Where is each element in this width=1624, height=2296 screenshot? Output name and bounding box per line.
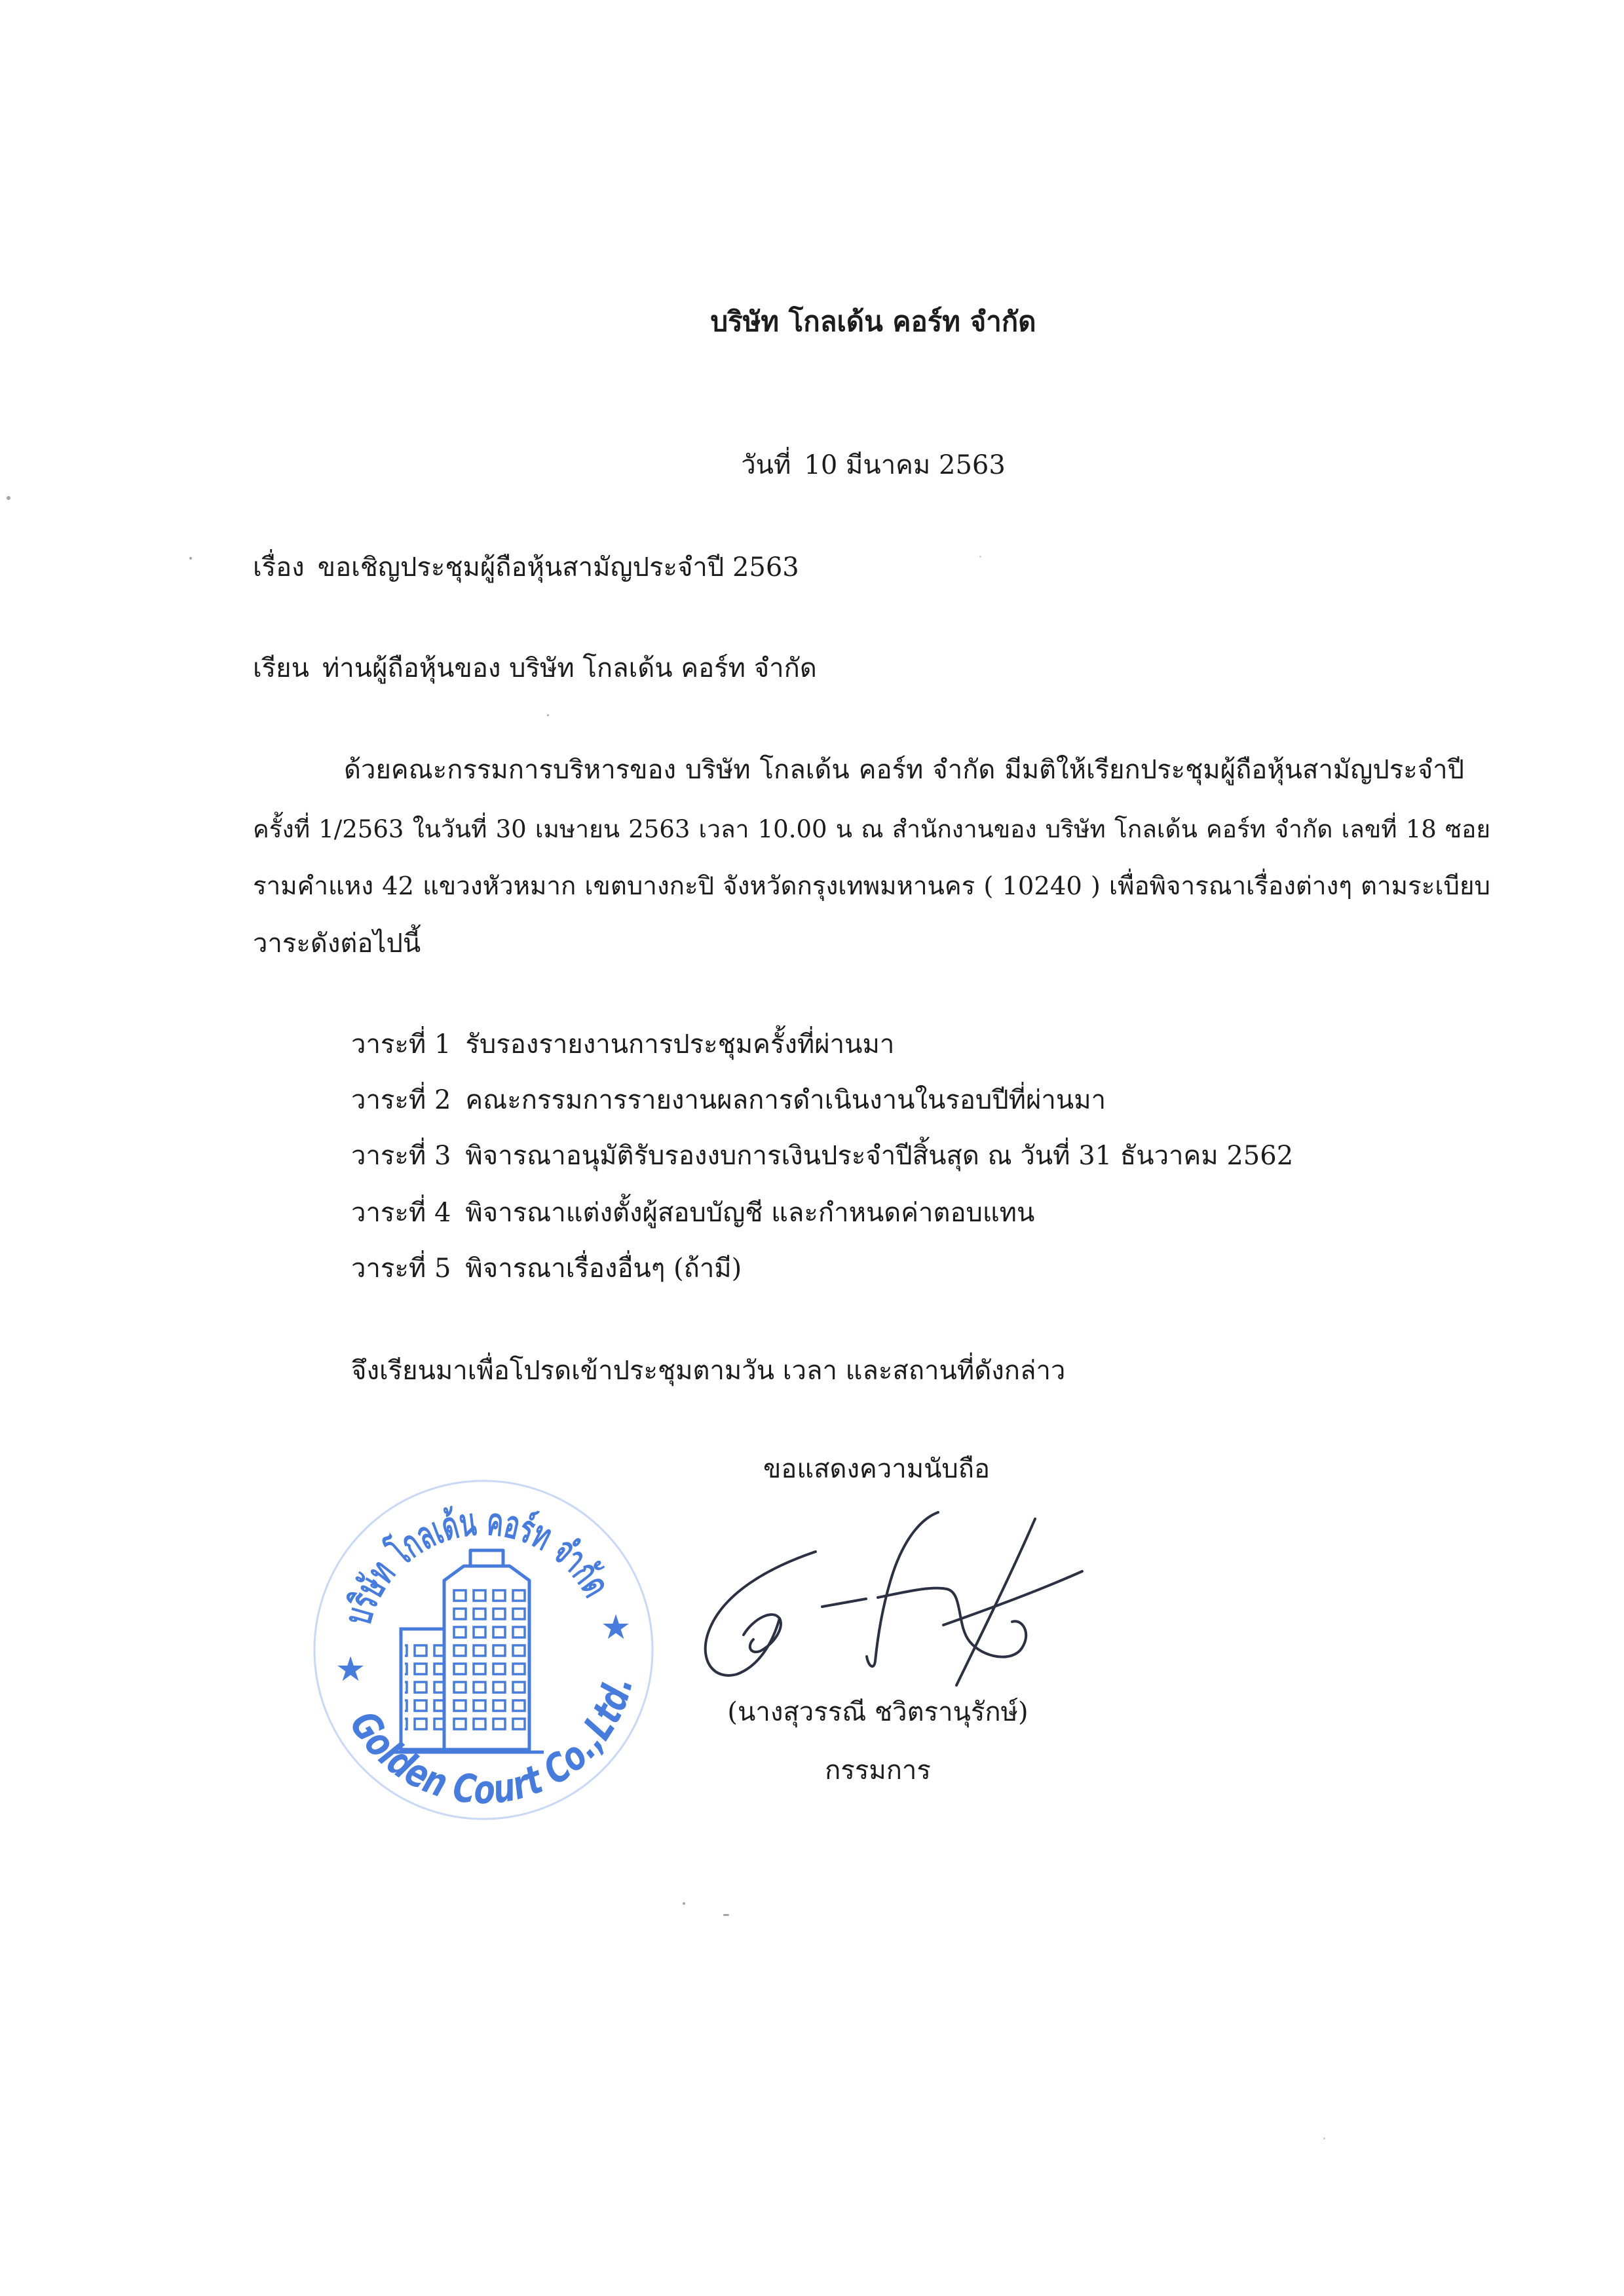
agenda-item xyxy=(351,1187,1494,1239)
salutation-text: ท่านผู้ถือหุ้นของ บริษัท โกลเด้น คอร์ท จำกัด xyxy=(322,653,817,683)
signature xyxy=(681,1494,1101,1704)
agenda-text: รับรองรายงานการประชุมครั้งที่ผ่านมา xyxy=(465,1029,895,1060)
agenda-text: พิจารณาอนุมัติรับรองงบการเงินประจำปีสิ้นสุด ณ วันที่ 31 ธันวาคม 2562 xyxy=(465,1141,1294,1171)
signature-stroke xyxy=(956,1519,1035,1685)
agenda-item xyxy=(351,1130,1494,1182)
signer-name: (นางสุวรรณี ชวิตรานุรักษ์) xyxy=(727,1697,1029,1727)
building-roof xyxy=(470,1550,503,1566)
scan-speck xyxy=(7,496,10,500)
building-wing-windows xyxy=(405,1642,444,1734)
agenda-label: วาระที่ 4 xyxy=(351,1198,451,1228)
agenda-text: คณะกรรมการรายงานผลการดำเนินงานในรอบปีที่ผ่านมา xyxy=(465,1085,1106,1115)
scan-speck xyxy=(723,1914,729,1916)
subject-label: เรื่อง xyxy=(253,552,305,583)
building-icon xyxy=(390,1550,544,1752)
stamp-star-left-icon: ★ xyxy=(335,1650,366,1689)
body-line: รามคำแหง 42 แขวงหัวหมาก เขตบางกะปิ จังหวัดกรุงเทพมหานคร ( 10240 ) เพื่อพิจารณาเรื่องต่างๆ ตามระเบียบ xyxy=(253,871,1490,901)
stamp-bottom-textpath: Golden Court Co.,Ltd. xyxy=(340,1669,643,1814)
company-title: บริษัท โกลเด้น คอร์ท จำกัด xyxy=(710,305,1036,337)
building-windows xyxy=(451,1587,529,1734)
stamp-star-right-icon: ★ xyxy=(600,1608,632,1647)
subject-line xyxy=(253,541,1494,594)
date-label: วันที่ xyxy=(741,450,791,480)
signature-stroke xyxy=(943,1571,1082,1625)
regards-line: ขอแสดงความนับถือ xyxy=(763,1454,991,1484)
scan-speck xyxy=(1323,2137,1325,2139)
body-line: ด้วยคณะกรรมการบริหารของ บริษัท โกลเด้น คอร์ท จำกัด มีมติให้เรียกประชุมผู้ถือหุ้นสามัญประจำปี xyxy=(344,755,1464,785)
agenda-label: วาระที่ 1 xyxy=(351,1029,451,1060)
letter-date xyxy=(611,439,1135,491)
scan-speck xyxy=(547,714,549,716)
agenda-text: พิจารณาเรื่องอื่นๆ (ถ้ามี) xyxy=(465,1253,742,1284)
salutation-label: เรียน xyxy=(253,653,309,683)
scan-speck xyxy=(683,1902,685,1905)
agenda-item xyxy=(351,1074,1494,1126)
company-stamp xyxy=(307,1474,660,1828)
agenda-label: วาระที่ 3 xyxy=(351,1141,451,1171)
stamp-top-textpath: บริษัท โกลเด้น คอร์ท จำกัด xyxy=(335,1498,624,1630)
agenda-label: วาระที่ 2 xyxy=(351,1085,451,1115)
date-value: 10 มีนาคม 2563 xyxy=(804,450,1006,480)
body-line: วาระดังต่อไปนี้ xyxy=(253,928,421,959)
agenda-item xyxy=(351,1242,1494,1295)
scan-speck xyxy=(189,557,192,560)
agenda-text: พิจารณาแต่งตั้งผู้สอบบัญชี และกำหนดค่าตอบแทน xyxy=(465,1198,1035,1228)
signer-title: กรรมการ xyxy=(825,1755,931,1786)
body-line: ครั้งที่ 1/2563 ในวันที่ 30 เมษายน 2563 เวลา 10.00 น ณ สำนักงานของ บริษัท โกลเด้น คอร์ท จำกัด เลขที่ 18 ซอย xyxy=(253,815,1490,843)
closing-line: จึงเรียนมาเพื่อโปรดเข้าประชุมตามวัน เวลา และสถานที่ดังกล่าว xyxy=(351,1356,1066,1386)
subject-text: ขอเชิญประชุมผู้ถือหุ้นสามัญประจำปี 2563 xyxy=(317,552,799,583)
agenda-label: วาระที่ 5 xyxy=(351,1253,451,1284)
signature-stroke xyxy=(822,1599,866,1607)
agenda-item xyxy=(351,1018,1494,1071)
signature-stroke xyxy=(706,1552,816,1675)
salutation-line xyxy=(253,642,1494,695)
